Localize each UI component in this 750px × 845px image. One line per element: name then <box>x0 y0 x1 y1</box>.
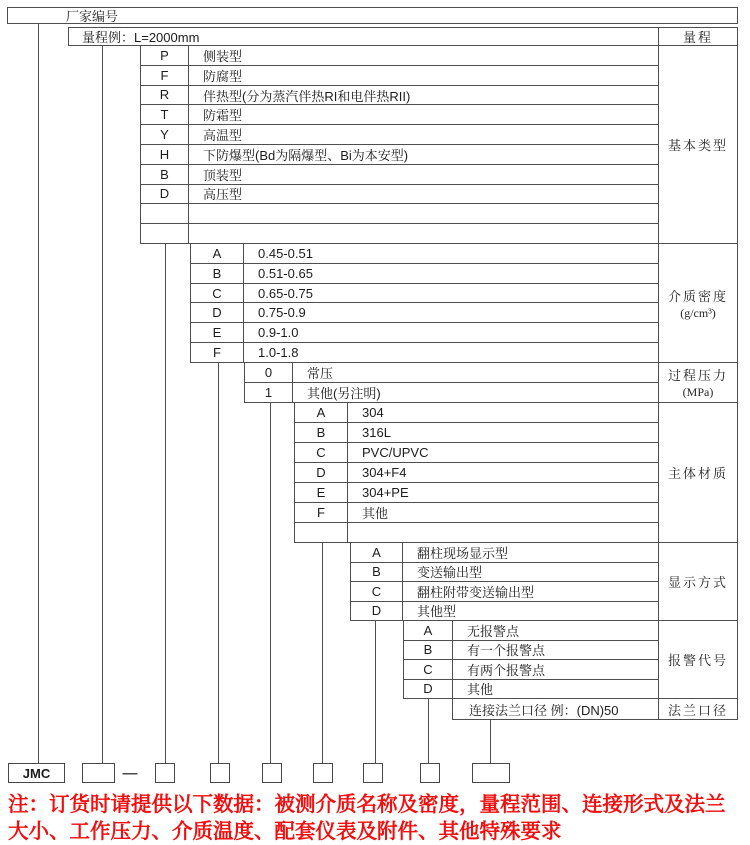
option-row <box>191 323 658 343</box>
option-code: D <box>191 303 244 322</box>
option-desc: 侧装型 <box>203 48 243 64</box>
option-code <box>141 224 189 243</box>
option-code: A <box>404 621 453 640</box>
section-material <box>294 402 738 543</box>
section-label-alarm-code: 报警代号 <box>658 621 737 698</box>
section-basic-type <box>140 45 738 244</box>
option-row <box>295 443 658 463</box>
density-unit: (g/cm³) <box>680 305 716 320</box>
section-label-display-mode: 显示方式 <box>658 543 737 620</box>
option-row <box>191 343 658 362</box>
option-desc: 变送输出型 <box>417 565 483 581</box>
option-desc <box>189 224 658 243</box>
option-desc: 0.51-0.65 <box>258 265 313 281</box>
option-row <box>404 641 658 661</box>
pressure-unit: (MPa) <box>682 385 714 399</box>
option-code: E <box>295 483 348 502</box>
option-code: A <box>351 543 403 562</box>
option-desc <box>189 204 658 223</box>
option-row <box>351 582 658 602</box>
pressure-label-text: 过程压力 <box>667 368 728 383</box>
option-code: P <box>141 46 189 65</box>
option-row <box>404 660 658 680</box>
option-desc: 其他 <box>362 506 389 521</box>
option-row <box>141 105 658 125</box>
option-desc: 无报警点 <box>467 623 520 639</box>
connector-line-density <box>218 362 219 764</box>
option-code: A <box>191 244 244 263</box>
option-code: B <box>404 641 453 660</box>
option-row <box>141 125 658 145</box>
option-row <box>295 403 658 423</box>
section-alarm-code <box>403 620 738 699</box>
option-code: D <box>295 463 348 482</box>
connector-line-range <box>102 45 103 764</box>
option-code: T <box>141 105 189 124</box>
option-desc: 其他 <box>467 682 494 698</box>
option-desc: PVC/UPVC <box>362 445 429 460</box>
option-row <box>404 621 658 641</box>
density-label-text: 介质密度 <box>667 288 728 304</box>
option-row <box>141 46 658 66</box>
option-row <box>191 284 658 304</box>
option-code: F <box>141 66 189 85</box>
connector-line-flange <box>490 719 491 764</box>
code-box-alarm <box>420 763 440 783</box>
option-desc: 高压型 <box>203 187 243 203</box>
option-code: B <box>141 165 189 184</box>
code-box-display <box>363 763 383 783</box>
connector-line-pressure <box>270 402 271 764</box>
section-range <box>68 27 738 46</box>
option-row <box>295 483 658 503</box>
option-code: H <box>141 145 189 164</box>
option-code: F <box>295 503 348 522</box>
section-flange <box>452 698 738 720</box>
option-row <box>141 86 658 106</box>
option-row <box>295 523 658 542</box>
option-desc: 有一个报警点 <box>467 643 546 659</box>
option-row <box>141 145 658 165</box>
section-density <box>190 243 738 363</box>
option-desc: 有两个报警点 <box>467 662 546 678</box>
factory-code-label: 厂家编号 <box>66 9 119 24</box>
section-label-density <box>658 244 737 362</box>
option-desc: 304 <box>362 405 384 420</box>
option-code: C <box>404 660 453 679</box>
option-desc: 防霜型 <box>203 108 243 124</box>
option-row <box>141 224 658 243</box>
option-code: C <box>351 582 403 601</box>
option-desc <box>348 523 658 542</box>
section-label-material: 主体材质 <box>658 403 737 542</box>
section-label-pressure <box>658 363 737 402</box>
option-code: D <box>404 680 453 699</box>
option-code: B <box>191 264 244 283</box>
option-desc: 伴热型(分为蒸汽伴热RI和电伴热RII) <box>203 88 411 104</box>
option-desc: 304+F4 <box>362 465 407 480</box>
option-row <box>351 543 658 563</box>
option-desc: 下防爆型(Bd为隔爆型、Bi为本安型) <box>203 147 409 163</box>
option-code: R <box>141 86 189 105</box>
section-label-range: 量程 <box>658 28 737 45</box>
option-desc: 0.65-0.75 <box>258 285 313 301</box>
option-desc: 316L <box>362 425 391 440</box>
code-box-range <box>82 763 115 783</box>
connector-line-basic <box>165 243 166 764</box>
model-prefix-box: JMC <box>8 763 65 783</box>
option-code: D <box>351 602 403 621</box>
code-box-pressure <box>262 763 282 783</box>
factory-code-box <box>7 7 738 24</box>
option-row <box>295 463 658 483</box>
option-desc: 翻柱附带变送输出型 <box>417 584 535 600</box>
option-code: 0 <box>245 363 293 382</box>
option-code: C <box>191 284 244 303</box>
code-box-density <box>210 763 230 783</box>
ordering-note-line1: 注：订货时请提供以下数据：被测介质名称及密度，量程范围、连接形式及法兰 <box>8 793 726 816</box>
option-row <box>245 363 658 383</box>
option-code: F <box>191 343 244 362</box>
option-code: 1 <box>245 383 293 402</box>
section-pressure <box>244 362 738 403</box>
option-desc: 0.75-0.9 <box>258 305 306 321</box>
option-desc: 304+PE <box>362 485 409 500</box>
option-row <box>141 66 658 86</box>
ordering-note <box>8 791 746 845</box>
section-label-flange: 法兰口径 <box>658 699 737 719</box>
option-code: D <box>141 185 189 204</box>
code-box-flange <box>472 763 510 783</box>
option-row <box>191 303 658 323</box>
section-label-basic-type: 基本类型 <box>658 46 737 243</box>
option-code: A <box>295 403 348 422</box>
option-desc: 1.0-1.8 <box>258 345 299 361</box>
option-code <box>295 523 348 542</box>
option-row <box>191 264 658 284</box>
option-desc: 翻柱现场显示型 <box>417 545 509 561</box>
option-row <box>351 563 658 583</box>
option-desc: 常压 <box>307 366 334 381</box>
option-row <box>141 204 658 224</box>
option-code: B <box>351 563 403 582</box>
option-desc: 顶装型 <box>203 167 243 183</box>
option-desc: 0.45-0.51 <box>258 245 313 261</box>
connector-line-alarm <box>428 698 429 764</box>
option-row <box>404 680 658 699</box>
model-dash: — <box>122 764 138 782</box>
option-row <box>351 602 658 621</box>
option-desc: 其他(另注明) <box>307 386 381 401</box>
option-row <box>191 244 658 264</box>
section-display-mode <box>350 542 738 621</box>
option-code <box>141 204 189 223</box>
option-desc: 防腐型 <box>203 68 243 84</box>
option-code: E <box>191 323 244 342</box>
range-row <box>69 28 658 45</box>
option-code: C <box>295 443 348 462</box>
option-row <box>141 185 658 205</box>
option-desc: 0.9-1.0 <box>258 325 299 341</box>
option-row <box>141 165 658 185</box>
flange-text: 连接法兰口径 例：(DN)50 <box>469 702 619 718</box>
connector-line-factory <box>38 23 39 764</box>
option-row <box>295 423 658 443</box>
option-row <box>245 383 658 402</box>
connector-line-material <box>322 542 323 764</box>
option-code: B <box>295 423 348 442</box>
option-code: Y <box>141 125 189 144</box>
connector-line-display <box>375 620 376 764</box>
option-desc: 其他型 <box>417 604 457 620</box>
code-box-material <box>313 763 333 783</box>
flange-row <box>453 699 658 719</box>
code-box-basic <box>155 763 175 783</box>
ordering-note-line2: 大小、工作压力、介质温度、配套仪表及附件、其他特殊要求 <box>8 820 562 843</box>
option-row <box>295 503 658 523</box>
option-desc: 高温型 <box>203 128 243 144</box>
range-example: 量程例：L=2000mm <box>82 30 200 45</box>
